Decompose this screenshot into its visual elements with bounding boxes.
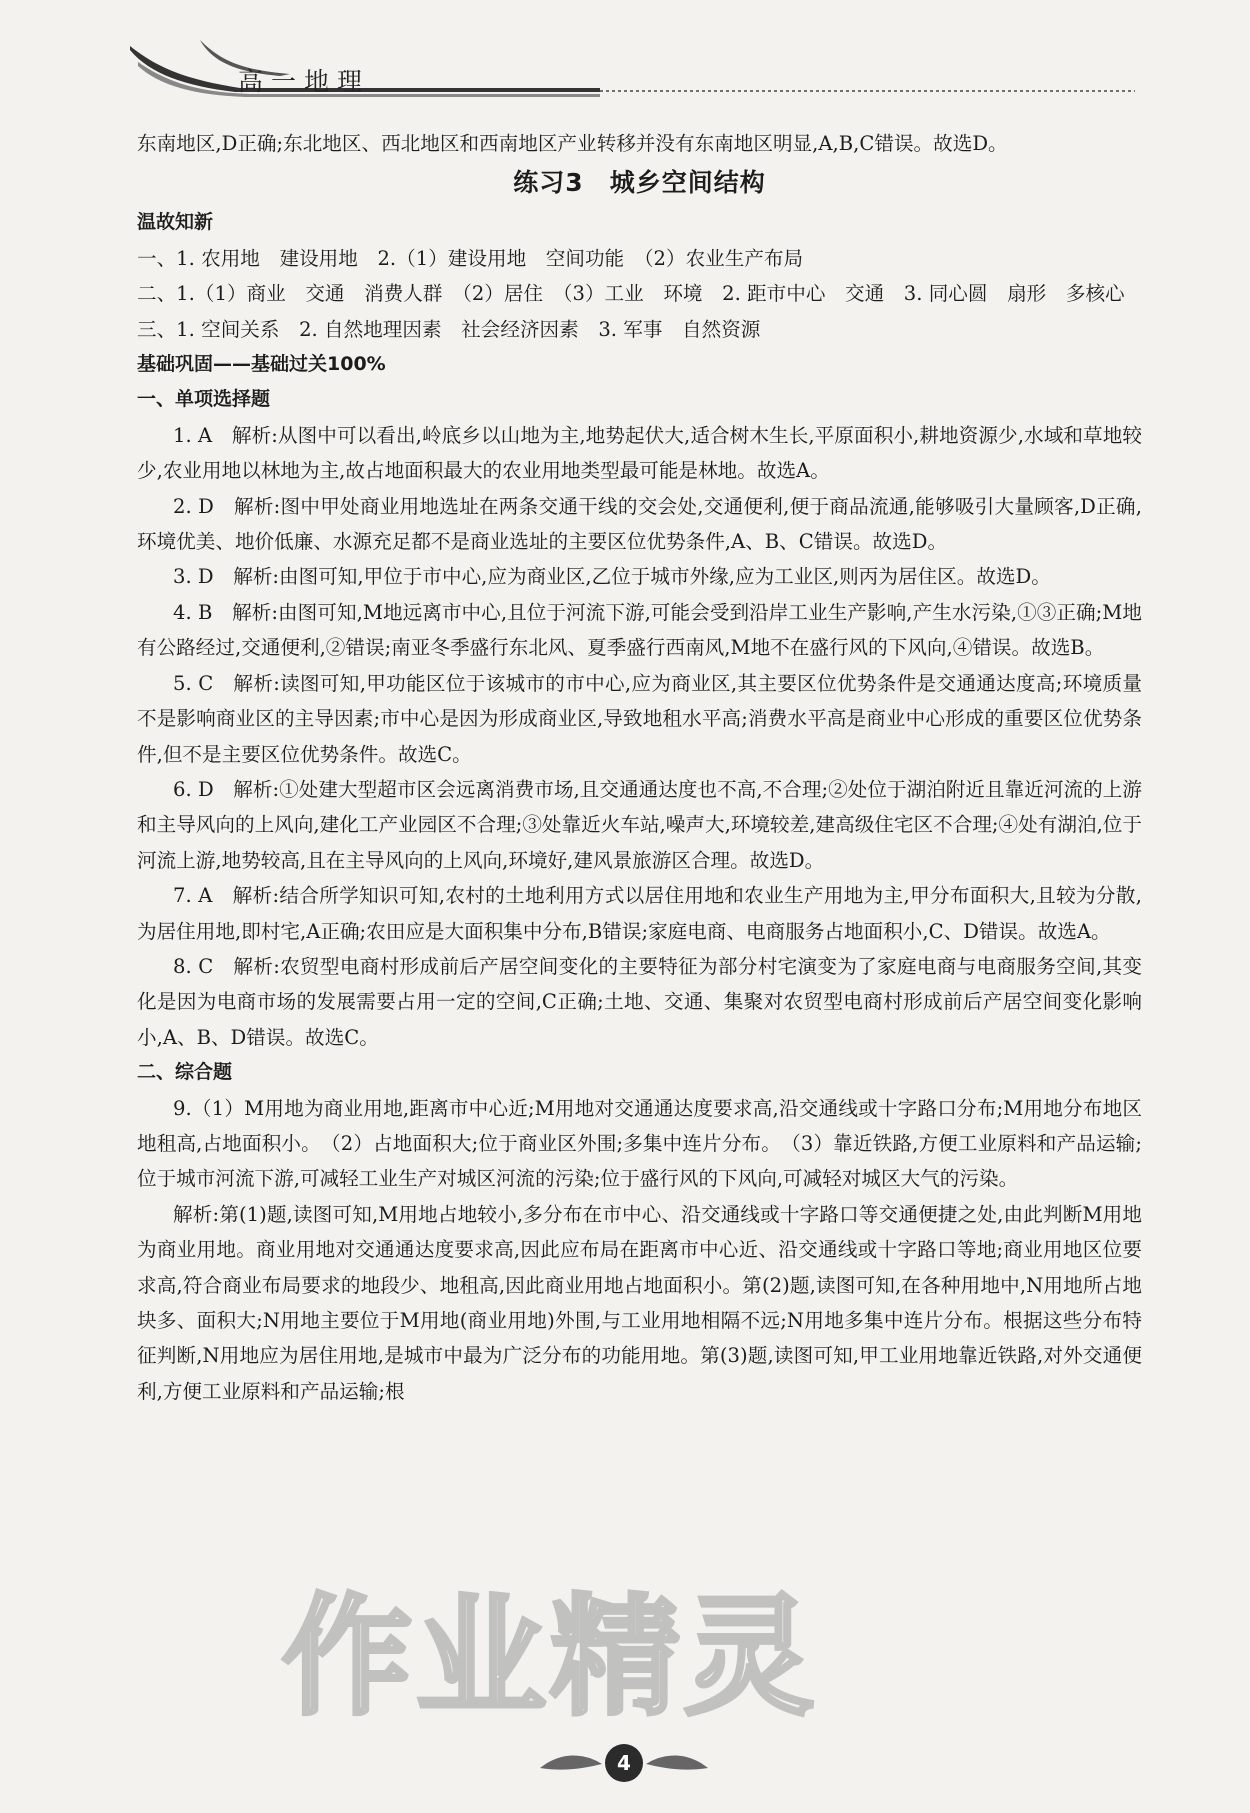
answer-q6: 6. D 解析:①处建大型超市区会远离消费市场,且交通通达度也不高,不合理;②处位于湖泊附近且靠近河流的上游和主导风向的上风向,建化工产业园区不合理;③处靠近火车站,噪声大,环境较差,建高级住宅区不合理;④处有湖泊,位于河流上游,地势较高,且在主导风向的上风向,环境好,建风景旅游区合理。故选D。: [137, 777, 1142, 872]
review-answer-2: 二、1.（1）商业 交通 消费人群 （2）居住 （3）工业 环境 2. 距市中心 交通 3. 同心圆 扇形 多核心: [137, 282, 1125, 306]
review-heading: 温故知新: [137, 211, 214, 234]
review-answer-3: 三、1. 空间关系 2. 自然地理因素 社会经济因素 3. 军事 自然资源: [137, 317, 761, 341]
basic-heading: 基础巩固——基础过关100%: [137, 353, 386, 376]
svg-text:作业精灵: 作业精灵: [281, 1582, 819, 1732]
page-number: 4: [605, 1744, 643, 1782]
answer-q1: 1. A 解析:从图中可以看出,岭底乡以山地为主,地势起伏大,适合树木生长,平原面积小,耕地资源少,水域和草地较少,农业用地以林地为主,故占地面积最大的农业用地类型最可能是林地。故选A。: [137, 423, 1142, 483]
section-title: 练习3 城乡空间结构: [513, 168, 766, 198]
page-header: [130, 40, 1140, 120]
carryover-line: 东南地区,D正确;东北地区、西北地区和西南地区产业转移并没有东南地区明显,A,B,C错误。故选D。: [137, 132, 1008, 155]
answer-q4: 4. B 解析:由图可知,M地远离市中心,且位于河流下游,可能会受到沿岸工业生产影响,产生水污染,①③正确;M地有公路经过,交通便利,②错误;南亚冬季盛行东北风、夏季盛行西南风,M地不在盛行风的下风向,④错误。故选B。: [137, 600, 1142, 660]
answer-q2: 2. D 解析:图中甲处商业用地选址在两条交通干线的交会处,交通便利,便于商品流通,能够吸引大量顾客,D正确,环境优美、地价低廉、水源充足都不是商业选址的主要区位优势条件,A、B、C错误。故选D。: [137, 494, 1142, 554]
comprehensive-heading: 二、综合题: [137, 1061, 233, 1084]
answer-q9-analysis: 解析:第(1)题,读图可知,M用地占地较小,多分布在市中心、沿交通线或十字路口等交通便捷之处,由此判断M用地为商业用地。商业用地对交通通达度要求高,因此应布局在距离市中心近、沿交通线或十字路口等地;商业用地区位要求高,符合商业布局要求的地段少、地租高,因此商业用地占地面积小。第(2)题,读图可知,在各种用地中,N用地所占地块多、面积大;N用地主要位于M用地(商业用地)外围,与工业用地相隔不远;N用地多集中连片分布。根据这些分布特征判断,N用地应为居住用地,是城市中最为广泛分布的功能用地。第(3)题,读图可知,甲工业用地靠近铁路,对外交通便利,方便工业原料和产品运输;根: [137, 1202, 1142, 1403]
answer-q9: 9.（1）M用地为商业用地,距离市中心近;M用地对交通通达度要求高,沿交通线或十字路口分布;M用地分布地区地租高,占地面积小。 （2）占地面积大;位于商业区外围;多集中连片分布。 （3）靠近铁路,方便工业原料和产品运输;位于城市河流下游,可减轻工业生产对城区河流的污染;位于盛行风的下风向,可减轻对城区大气的污染。: [137, 1096, 1142, 1191]
page-footer: [520, 1738, 730, 1798]
answer-q3: 3. D 解析:由图可知,甲位于市中心,应为商业区,乙位于城市外缘,应为工业区,则丙为居住区。故选D。: [173, 565, 1051, 589]
answer-q7: 7. A 解析:结合所学知识可知,农村的土地利用方式以居住用地和农业生产用地为主,甲分布面积大,且较为分散,为居住用地,即村宅,A正确;农田应是大面积集中分布,B错误;家庭电商、电商服务占地面积小,C、D错误。故选A。: [137, 884, 1142, 943]
single-choice-heading: 一、单项选择题: [137, 388, 271, 411]
header-title: 高一地理: [238, 67, 371, 96]
review-answer-1: 一、1. 农用地 建设用地 2.（1）建设用地 空间功能 （2）农业生产布局: [137, 246, 804, 270]
watermark-logo: [270, 1582, 830, 1732]
answer-q8: 8. C 解析:农贸型电商村形成前后产居空间变化的主要特征为部分村宅演变为了家庭电商与电商服务空间,其变化是因为电商市场的发展需要占用一定的空间,C正确;土地、交通、集聚对农贸型电商村形成前后产居空间变化影响小,A、B、D错误。故选C。: [137, 954, 1142, 1049]
answer-q5: 5. C 解析:读图可知,甲功能区位于该城市的市中心,应为商业区,其主要区位优势条件是交通通达度高;环境质量不是影响商业区的主导因素;市中心是因为形成商业区,导致地租水平高;消费水平高是商业中心形成的重要区位优势条件,但不是主要区位优势条件。故选C。: [137, 671, 1142, 766]
answer-content: [137, 126, 1142, 1409]
